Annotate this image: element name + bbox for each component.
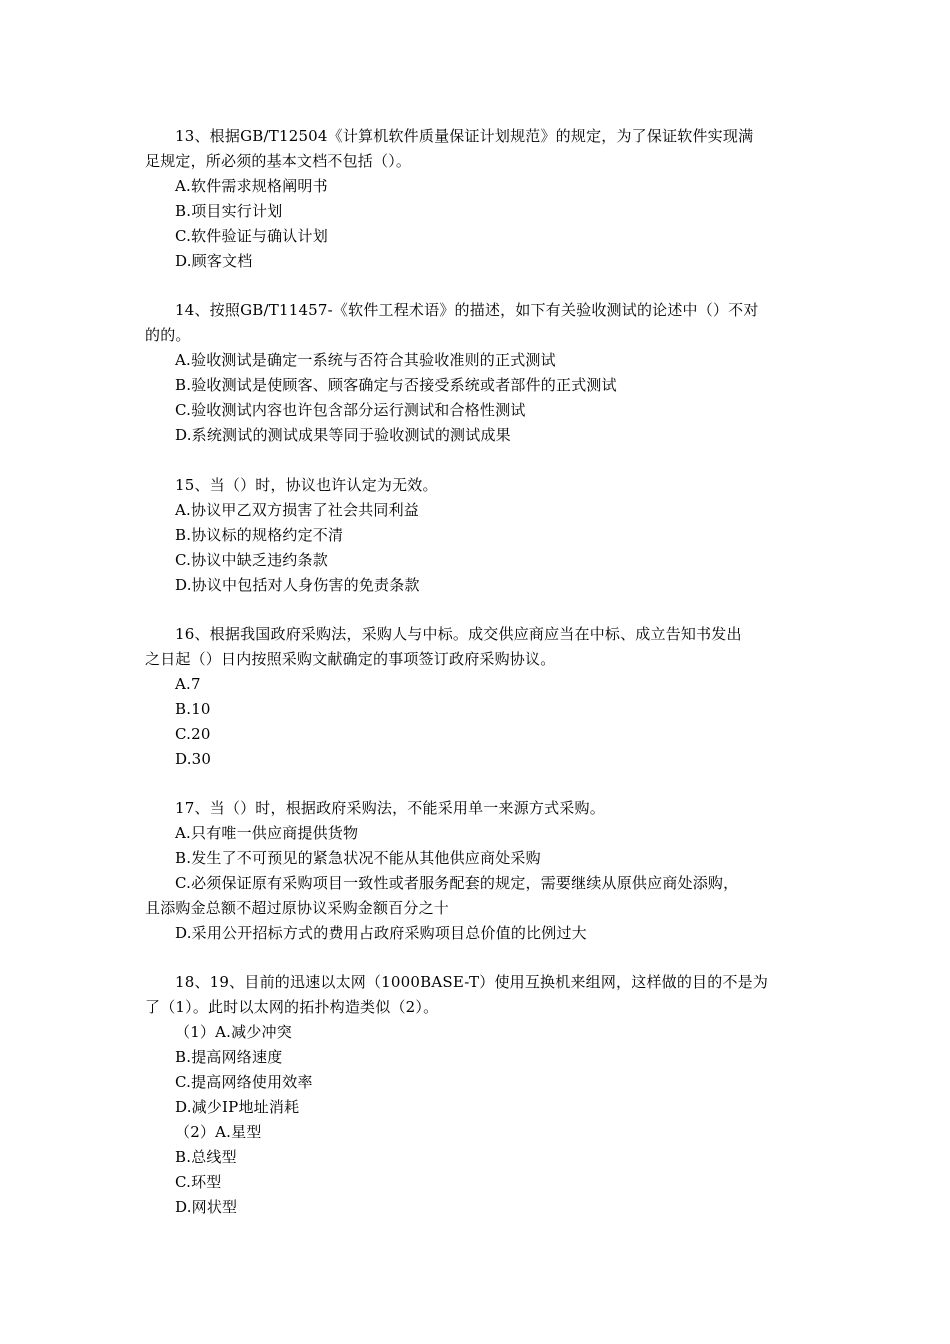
option-d: D.协议中包括对人身伤害的免责条款 <box>175 576 420 594</box>
option-b: B.10 <box>175 700 211 718</box>
question-13 <box>145 124 810 274</box>
question-stem-line: 之日起（）日内按照采购文献确定的事项签订政府采购协议。 <box>145 650 556 668</box>
option-b: B.协议标的规格约定不清 <box>175 526 344 544</box>
question-stem-line: 了（1）。此时以太网的拓扑构造类似（2）。 <box>145 998 439 1016</box>
option-c: C.协议中缺乏违约条款 <box>175 551 328 569</box>
option-d: D.采用公开招标方式的费用占政府采购项目总价值的比例过大 <box>175 924 587 942</box>
option-a: A.只有唯一供应商提供货物 <box>175 824 359 842</box>
question-stem-line: 17、当（）时，根据政府采购法，不能采用单一来源方式采购。 <box>175 799 605 817</box>
question-18-19 <box>145 970 810 1220</box>
option-1-d: D.减少IP地址消耗 <box>175 1098 300 1116</box>
option-2-a: （2）A.星型 <box>175 1123 262 1141</box>
question-17 <box>145 796 810 946</box>
option-2-c: C.环型 <box>175 1173 222 1191</box>
option-d: D.顾客文档 <box>175 252 253 270</box>
question-stem-line: 14、按照GB/T11457-《软件工程术语》的描述，如下有关验收测试的论述中（）不对 <box>175 301 759 319</box>
question-stem-line: 16、根据我国政府采购法，采购人与中标。成交供应商应当在中标、成立告知书发出 <box>175 625 742 643</box>
option-d: D.系统测试的测试成果等同于验收测试的测试成果 <box>175 426 511 444</box>
question-15 <box>145 473 810 598</box>
option-b: B.项目实行计划 <box>175 202 283 220</box>
option-c-continuation: 且添购金总额不超过原协议采购金额百分之十 <box>145 899 450 917</box>
option-c: C.20 <box>175 725 211 743</box>
question-stem-line: 15、当（）时，协议也许认定为无效。 <box>175 476 438 494</box>
question-16 <box>145 622 810 772</box>
question-14 <box>145 298 810 448</box>
option-c: C.验收测试内容也许包含部分运行测试和合格性测试 <box>175 401 526 419</box>
option-b: B.验收测试是使顾客、顾客确定与否接受系统或者部件的正式测试 <box>175 376 617 394</box>
option-2-b: B.总线型 <box>175 1148 237 1166</box>
option-1-b: B.提高网络速度 <box>175 1048 283 1066</box>
option-a: A.软件需求规格阐明书 <box>175 177 328 195</box>
option-1-c: C.提高网络使用效率 <box>175 1073 313 1091</box>
question-stem-line: 18、19、目前的迅速以太网（1000BASE-T）使用互换机来组网，这样做的目的不是为 <box>175 973 769 991</box>
option-c: C.必须保证原有采购项目一致性或者服务配套的规定，需要继续从原供应商处添购， <box>175 874 739 892</box>
option-d: D.30 <box>175 750 212 768</box>
question-stem-line: 13、根据GB/T12504《计算机软件质量保证计划规范》的规定，为了保证软件实现满 <box>175 127 754 145</box>
question-stem-line: 的的。 <box>145 326 191 344</box>
option-a: A.协议甲乙双方损害了社会共同利益 <box>175 501 420 519</box>
option-a: A.7 <box>175 675 201 693</box>
option-a: A.验收测试是确定一系统与否符合其验收准则的正式测试 <box>175 351 556 369</box>
option-1-a: （1）A.减少冲突 <box>175 1023 292 1041</box>
option-b: B.发生了不可预见的紧急状况不能从其他供应商处采购 <box>175 849 541 867</box>
question-stem-line: 足规定，所必须的基本文档不包括（）。 <box>145 152 412 170</box>
option-c: C.软件验证与确认计划 <box>175 227 328 245</box>
option-2-d: D.网状型 <box>175 1198 238 1216</box>
